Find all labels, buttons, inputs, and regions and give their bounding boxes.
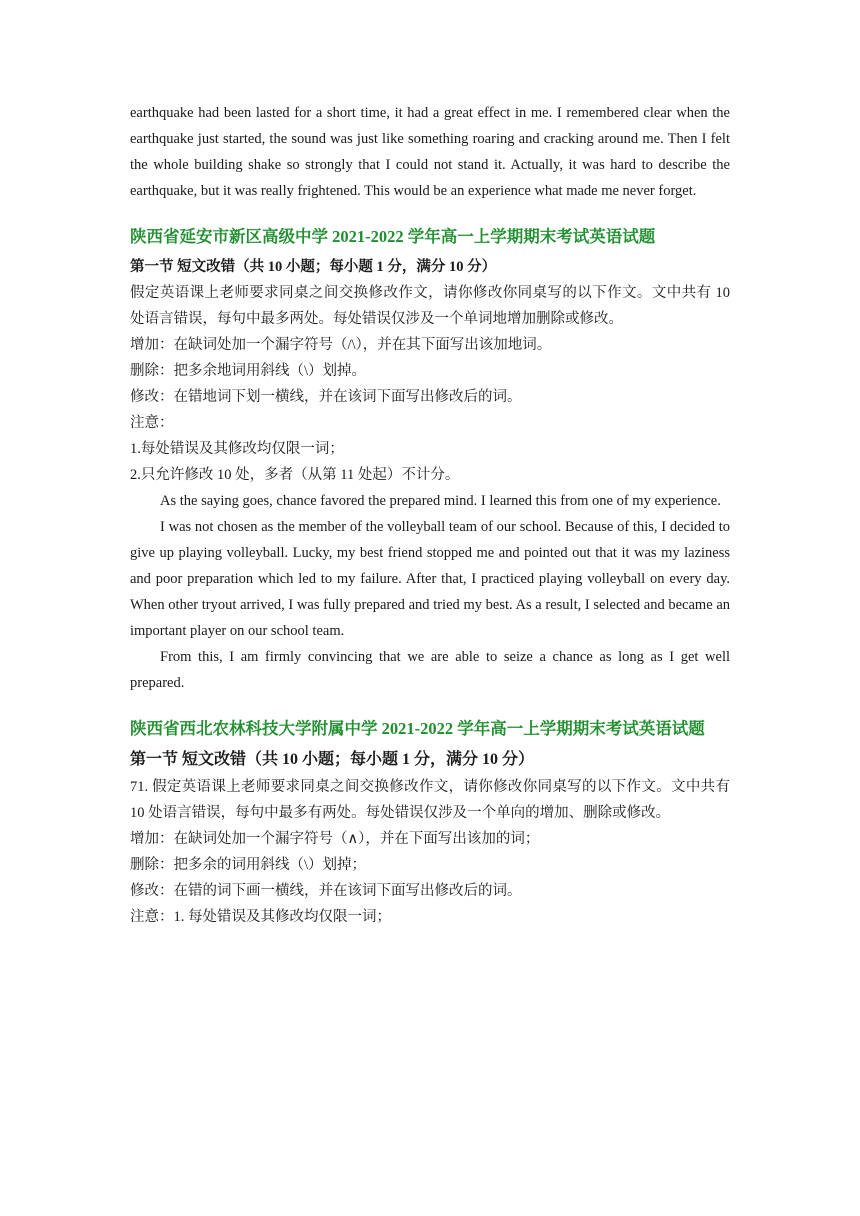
section2-instruction: 注意：1. 每处错误及其修改均仅限一词； — [130, 909, 391, 925]
section1-instruction: 2.只允许修改 10 处，多者（从第 11 处起）不计分。 — [130, 467, 460, 483]
section1-passage-paragraph: I was not chosen as the member of the volleyball team of our school. Because of this, I decided to give up playing volleyball. Lucky, my best friend stopped me and pointed out that it was my laziness and poor preparation which led to my failure. After that, I practiced playing volleyball on every day. When other tryout arrived, I was fully prepared and tried my best. As a result, I selected and became an important player on our school team. — [130, 519, 730, 639]
section2-heading: 第一节 短文改错（共 10 小题；每小题 1 分，满分 10 分） — [130, 751, 535, 768]
section1-instruction: 修改：在错地词下划一横线，并在该词下面写出修改后的词。 — [130, 389, 522, 405]
section1-instruction: 假定英语课上老师要求同桌之间交换修改作文，请你修改你同桌写的以下作文。文中共有 10 处语言错误，每句中最多两处。每处错误仅涉及一个单词地增加删除或修改。 — [130, 285, 730, 327]
section1-instruction: 增加：在缺词处加一个漏字符号（/\），并在其下面写出该加地词。 — [130, 337, 552, 353]
section1-instruction: 1.每处错误及其修改均仅限一词； — [130, 441, 344, 457]
section2-instruction: 增加：在缺词处加一个漏字符号（∧），并在下面写出该加的词； — [130, 831, 540, 847]
section1-passage-paragraph: As the saying goes, chance favored the prepared mind. I learned this from one of my experience. — [160, 493, 721, 509]
section1-passage-paragraph: From this, I am firmly convincing that we are able to seize a chance as long as I get well prepared. — [130, 649, 730, 691]
section2-instruction: 修改：在错的词下画一横线，并在该词下面写出修改后的词。 — [130, 883, 522, 899]
section2-title: 陕西省西北农林科技大学附属中学 2021-2022 学年高一上学期期末考试英语试题 — [130, 719, 705, 738]
section1-title: 陕西省延安市新区高级中学 2021-2022 学年高一上学期期末考试英语试题 — [130, 227, 656, 246]
intro-paragraph: earthquake had been lasted for a short time, it had a great effect in me. I remembered clear when the earthquake just started, the sound was just like something roaring and cracking around me. Then I felt the whole building shake so strongly that I could not stand it. Actually, it was hard to describe the earthquake, but it was really frightened. This would be an experience what made me never forget. — [130, 105, 730, 199]
section2-instruction: 删除：把多余的词用斜线（\）划掉； — [130, 857, 367, 873]
section1-instruction: 删除：把多余地词用斜线（\）划掉。 — [130, 363, 367, 379]
section2-instruction: 71. 假定英语课上老师要求同桌之间交换修改作文，请你修改你同桌写的以下作文。文中共有 10 处语言错误，每句中最多有两处。每处错误仅涉及一个单向的增加、删除或修改。 — [130, 779, 730, 821]
section1-heading: 第一节 短文改错（共 10 小题；每小题 1 分，满分 10 分） — [130, 259, 497, 275]
section1-instruction: 注意： — [130, 415, 174, 431]
page-content — [130, 100, 730, 930]
